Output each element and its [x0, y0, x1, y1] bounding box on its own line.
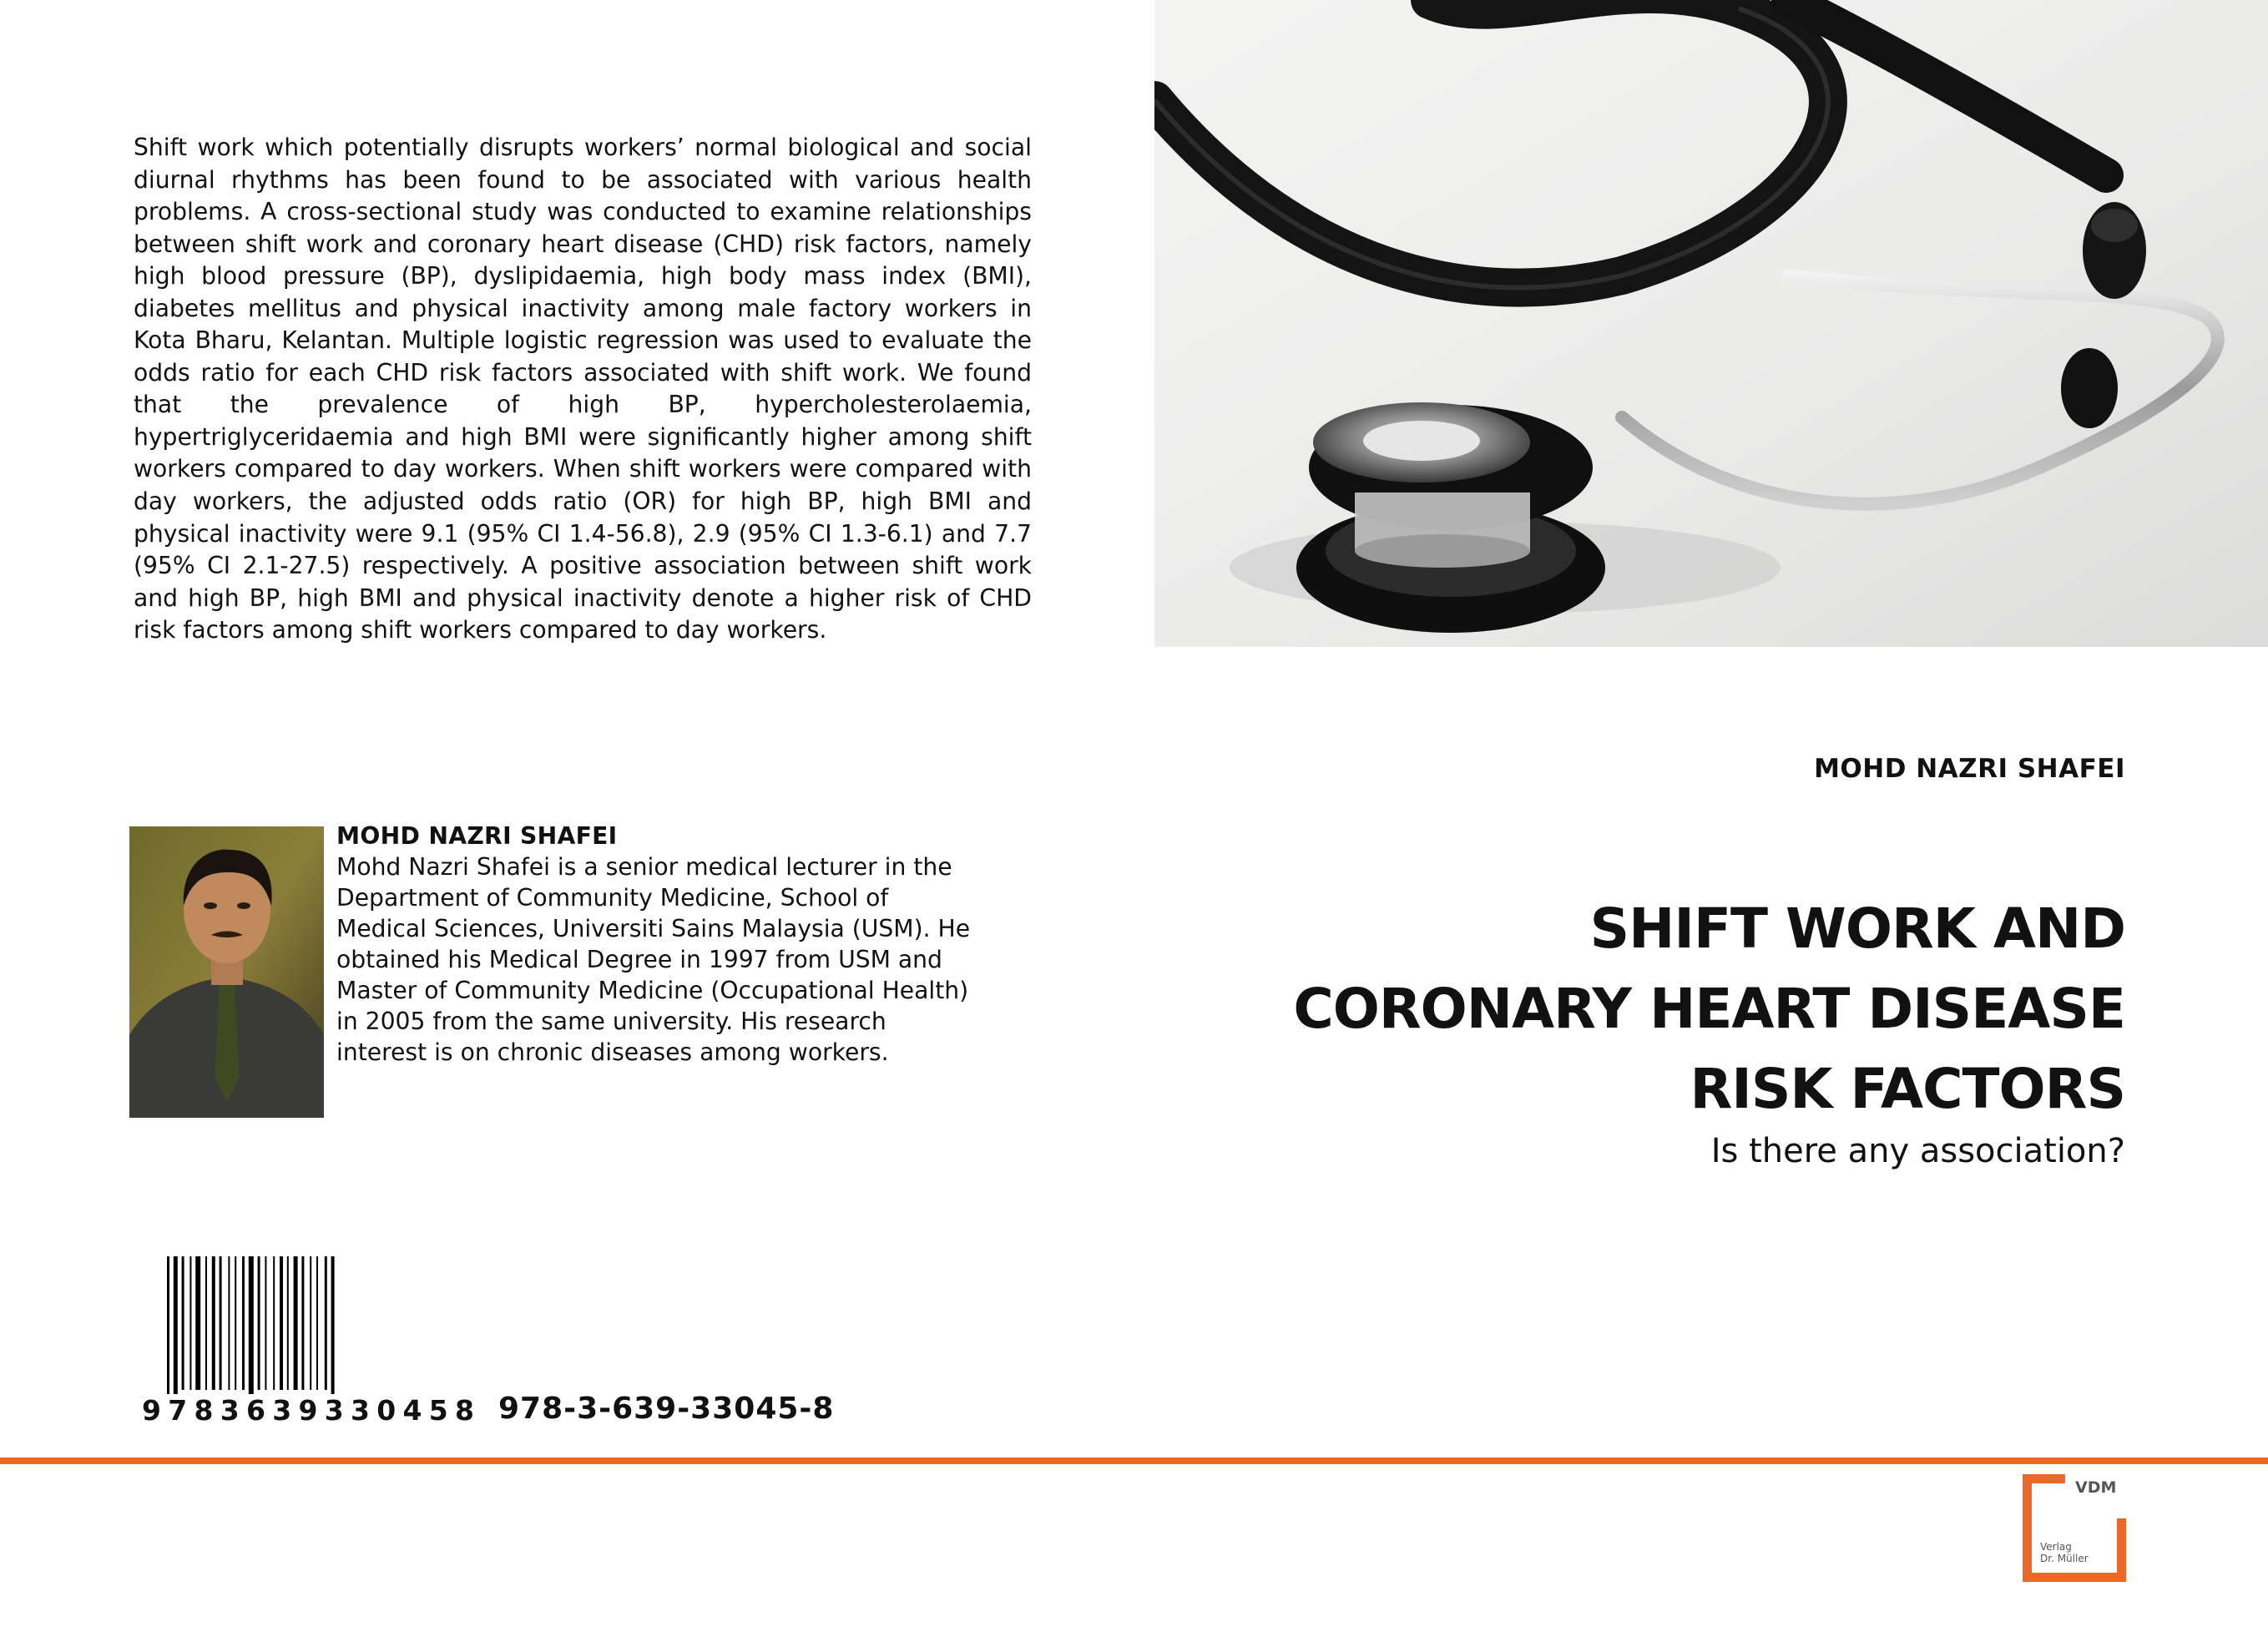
barcode-bar — [249, 1256, 254, 1402]
barcode-bar — [316, 1256, 318, 1390]
author-bio-name: MOHD NAZRI SHAFEI — [336, 822, 618, 850]
barcode-bar — [301, 1256, 304, 1390]
orange-divider — [0, 1457, 2268, 1464]
barcode-bar — [280, 1256, 283, 1390]
author-bio-text: Mohd Nazri Shafei is a senior medical lecturer in the Department of Community Medicine, School of Medical Sciences, Universiti Sains Malaysia (USM). He obtained his Medical Degree in 1997 from USM and Master of Community Medicine (Occupational Health) in 2005 from the same university. His research interest is on chronic diseases among workers. — [336, 853, 971, 1066]
barcode-digit: 5 — [428, 1394, 450, 1427]
barcode-bar — [242, 1256, 245, 1390]
back-cover-blurb: Shift work which potentially disrupts workers’ normal biological and social diurnal rhythms has been found to be associated with various health problems. A cross-sectional study was conducted to examine relationships between shift work and coronary heart disease (CHD) risk factors, namely high blood pressure (BP), dyslipidaemia, high body mass index (BMI), diabetes mellitus and physical inactivity among male factory workers in Kota Bharu, Kelantan. Multiple logistic regression was used to evaluate the odds ratio for each CHD risk factors associated with shift work. We found that the prevalence of high BP, hypercholesterolaemia, hypertriglyceridaemia and high BMI were significantly higher among shift workers compared to day workers. When shift workers were compared with day workers, the adjusted odds ratio (OR) for high BP, high BMI and physical inactivity were 9.1 (95% CI 1.4-56.8), 2.9 (95% CI 1.3-6.1) and 7.7 (95% CI 2.1-27.5) respectively. A positive association between shift work and high BP, high BMI and physical inactivity denote a higher risk of CHD risk factors among shift workers compared to day workers. — [134, 134, 1032, 644]
barcode-digit: 9 — [298, 1394, 320, 1427]
barcode-bar — [273, 1256, 275, 1390]
barcode-digit: 9 — [142, 1394, 163, 1427]
barcode-digit: 6 — [246, 1394, 267, 1427]
barcode-bar — [331, 1256, 335, 1402]
front-cover-author: MOHD NAZRI SHAFEI — [1814, 754, 2125, 784]
barcode-bar — [189, 1256, 191, 1390]
barcode-bar — [258, 1256, 260, 1390]
barcode-digit: 3 — [324, 1394, 346, 1427]
barcode-bar — [167, 1256, 169, 1402]
barcode-digit: 8 — [194, 1394, 215, 1427]
book-title-block — [1124, 889, 2125, 1175]
book-subtitle: Is there any association? — [1710, 1132, 2125, 1170]
book-title-line: RISK FACTORS — [1690, 1057, 2125, 1121]
barcode-bar — [310, 1256, 311, 1390]
barcode-digit: 3 — [351, 1394, 371, 1427]
barcode-bar — [182, 1256, 184, 1390]
barcode-bar — [287, 1256, 289, 1390]
barcode-bar — [195, 1256, 200, 1390]
barcode-bar — [265, 1256, 266, 1390]
publisher-logo — [2020, 1472, 2129, 1584]
publisher-logo-line2: Dr. Müller — [2040, 1553, 2089, 1564]
barcode-digit: 3 — [220, 1394, 241, 1427]
barcode-bar — [220, 1256, 222, 1390]
barcode-digit: 0 — [376, 1394, 398, 1427]
barcode-digit: 3 — [272, 1394, 294, 1427]
barcode-bar — [228, 1256, 230, 1390]
barcode-bars — [134, 1256, 484, 1402]
barcode-bar — [294, 1256, 298, 1390]
author-photo — [129, 826, 324, 1118]
book-title-line: CORONARY HEART DISEASE — [1293, 977, 2125, 1041]
stethoscope-photo — [1154, 0, 2268, 647]
isbn-number: 978-3-639-33045-8 — [498, 1392, 835, 1426]
barcode-digits — [140, 1392, 477, 1429]
barcode-digit: 8 — [455, 1394, 476, 1427]
barcode-bar — [174, 1256, 178, 1402]
barcode-digit: 4 — [402, 1394, 424, 1427]
stethoscope-illustration — [1154, 0, 2268, 647]
author-portrait — [129, 826, 324, 1118]
publisher-logo-name: VDM — [2075, 1478, 2117, 1497]
barcode-bar — [325, 1256, 327, 1390]
publisher-logo-line1: Verlag — [2040, 1541, 2072, 1553]
barcode-digit: 7 — [168, 1394, 189, 1427]
book-title-line: SHIFT WORK AND — [1589, 897, 2125, 961]
author-bio — [336, 821, 971, 1068]
barcode-bar — [235, 1256, 236, 1390]
barcode-bar — [205, 1256, 207, 1390]
barcode-bar — [212, 1256, 215, 1390]
